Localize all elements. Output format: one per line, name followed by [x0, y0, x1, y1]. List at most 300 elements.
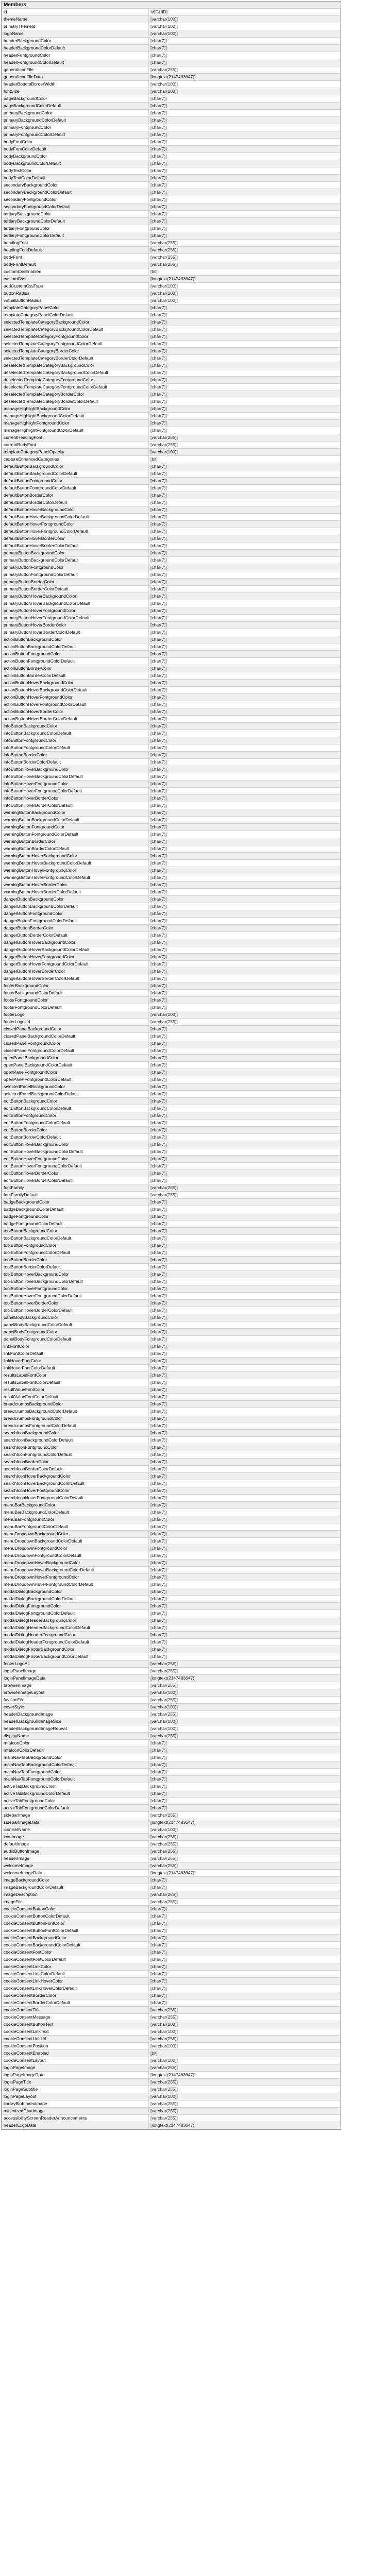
column-type: [char(7)]	[149, 499, 341, 506]
column-type: [bit]	[149, 2050, 341, 2057]
column-type: [char(7)]	[149, 1632, 341, 1639]
column-type: [varchar(255)]	[149, 2086, 341, 2093]
column-type: [char(7)]	[149, 658, 341, 665]
table-row	[2, 1184, 341, 1192]
table-row	[2, 304, 341, 312]
table-row	[2, 607, 341, 615]
column-type: [char(7)]	[149, 1596, 341, 1603]
column-name: warningButtonBorderColor	[2, 838, 149, 845]
column-name: dangerButtonBorderColor	[2, 925, 149, 932]
column-name: defaultButtonHoverFontgroundColor	[2, 521, 149, 528]
column-name: menuDropdownBackgroundColor	[2, 1531, 149, 1538]
column-name: dangerButtonBackgroundColor	[2, 896, 149, 903]
table-row	[2, 1040, 341, 1047]
table-row	[2, 918, 341, 925]
column-type: [char(7)]	[149, 1047, 341, 1055]
column-type: [varchar(255)]	[149, 2108, 341, 2115]
column-name: iconImage	[2, 1834, 149, 1841]
table-row	[2, 1646, 341, 1653]
table-row	[2, 377, 341, 384]
column-name: generalIconFile	[2, 66, 149, 74]
column-name: menuBarBackgroundColor	[2, 1502, 149, 1509]
column-name: toolButtonHoverBackgroundColor	[2, 1271, 149, 1278]
column-type: [char(7)]	[149, 153, 341, 160]
table-row	[2, 384, 341, 391]
table-row	[2, 1177, 341, 1184]
column-type: [char(7)]	[149, 629, 341, 636]
column-type: [char(7)]	[149, 708, 341, 716]
column-type: [char(7)]	[149, 1228, 341, 1235]
column-name: cookieConsentBackgroundColor	[2, 1935, 149, 1942]
table-row	[2, 485, 341, 492]
table-row	[2, 1502, 341, 1509]
column-type: [varchar(100)]	[149, 283, 341, 290]
table-row	[2, 1610, 341, 1617]
column-name: cookieConsentButtonFontColorDefault	[2, 1927, 149, 1935]
column-name: tertiaryFontgroundColorDefault	[2, 232, 149, 240]
column-name: tertiaryFontgroundColor	[2, 225, 149, 232]
column-name: searchIconBackgroundColor	[2, 1430, 149, 1437]
table-row	[2, 470, 341, 478]
column-name: linkFontColor	[2, 1343, 149, 1350]
table-row	[2, 463, 341, 470]
column-type: [varchar(100)]	[149, 2057, 341, 2064]
column-name: panelBodyFontgroundColor	[2, 1329, 149, 1336]
table-row	[2, 1567, 341, 1574]
table-row	[2, 2007, 341, 2014]
table-row	[2, 1314, 341, 1321]
column-name: accessibilityScreenReaderAnnouncements	[2, 2115, 149, 2122]
column-type: [char(7)]	[149, 1459, 341, 1466]
column-name: templateCategoryPanelOpacity	[2, 449, 149, 456]
column-name: primaryButtonHoverBorderColor	[2, 622, 149, 629]
column-type: [char(7)]	[149, 1466, 341, 1473]
table-row	[2, 1906, 341, 1913]
table-row	[2, 1415, 341, 1422]
column-type: [char(7)]	[149, 1213, 341, 1221]
column-name: bodyTextColorDefault	[2, 175, 149, 182]
column-type: [char(7)]	[149, 362, 341, 369]
table-row	[2, 1653, 341, 1660]
column-name: primaryFontgroundColor	[2, 124, 149, 131]
table-row	[2, 795, 341, 802]
column-type: [varchar(100)]	[149, 1689, 341, 1697]
column-name: bodyFontDefault	[2, 261, 149, 268]
column-name: mainNavTabBackgroundColorDefault	[2, 1761, 149, 1769]
column-name: editButtonHoverBorderColor	[2, 1170, 149, 1177]
table-row	[2, 2036, 341, 2043]
column-name: editButtonBorderColorDefault	[2, 1134, 149, 1141]
column-name: searchIconHoverBackgroundColor	[2, 1473, 149, 1480]
column-type: [varchar(100)]	[149, 2021, 341, 2028]
column-type: [varchar(255)]	[149, 2014, 341, 2021]
column-type: [char(7)]	[149, 1884, 341, 1891]
column-type: [char(7)]	[149, 1805, 341, 1812]
column-type: [char(7)]	[149, 131, 341, 139]
table-row	[2, 2064, 341, 2072]
column-name: deselectedTemplateCategoryBorderColorDefault	[2, 398, 149, 405]
column-name: bodyBackgroundColor	[2, 153, 149, 160]
column-name: resultValueFontColor	[2, 1386, 149, 1394]
column-name: modalDialogHeaderBackgroundColor	[2, 1617, 149, 1624]
table-row	[2, 95, 341, 103]
table-row	[2, 1862, 341, 1870]
table-row	[2, 1271, 341, 1278]
column-type: [char(7)]	[149, 45, 341, 52]
column-type: [char(7)]	[149, 398, 341, 405]
table-row	[2, 1935, 341, 1942]
column-type: [char(7)]	[149, 946, 341, 954]
table-row	[2, 672, 341, 680]
table-row	[2, 1545, 341, 1552]
table-row	[2, 139, 341, 146]
column-type: [char(7)]	[149, 1040, 341, 1047]
table-row	[2, 730, 341, 737]
table-row	[2, 1278, 341, 1285]
table-row	[2, 66, 341, 74]
column-type: [char(7)]	[149, 1278, 341, 1285]
column-type: [char(7)]	[149, 1761, 341, 1769]
column-type: [char(7)]	[149, 1206, 341, 1213]
column-name: infoButtonHoverFontgroundColor	[2, 781, 149, 788]
table-row	[2, 2050, 341, 2057]
table-row	[2, 160, 341, 167]
column-name: infoButtonHoverFontgroundColorDefault	[2, 788, 149, 795]
table-row	[2, 889, 341, 896]
column-type: [char(7)]	[149, 1199, 341, 1206]
column-type: [char(7)]	[149, 1776, 341, 1783]
column-type: [char(7)]	[149, 802, 341, 809]
column-name: actionButtonBackgroundColor	[2, 636, 149, 643]
column-name: loginPageSubtitle	[2, 2086, 149, 2093]
table-row	[2, 651, 341, 658]
table-row	[2, 2021, 341, 2028]
table-row	[2, 211, 341, 218]
column-type: [char(7)]	[149, 304, 341, 312]
table-row	[2, 2014, 341, 2021]
column-name: infoButtonFontgroundColor	[2, 737, 149, 744]
column-type: [char(7)]	[149, 521, 341, 528]
column-name: iconSetName	[2, 1826, 149, 1834]
column-type: [char(7)]	[149, 932, 341, 939]
column-name: primaryButtonHoverFontgroundColor	[2, 607, 149, 615]
column-name: editButtonHoverFontgroundColorDefault	[2, 1163, 149, 1170]
column-name: selectedTemplateCategoryFontgroundColor	[2, 333, 149, 341]
column-type: [bit]	[149, 268, 341, 276]
table-row	[2, 665, 341, 672]
column-name: infoButtonHoverBackgroundColor	[2, 766, 149, 773]
column-type: [char(7)]	[149, 543, 341, 550]
column-name: warningButtonHoverBorderColorDefault	[2, 889, 149, 896]
table-row	[2, 1697, 341, 1704]
column-name: searchIconFontgroundColorDefault	[2, 1451, 149, 1459]
table-row	[2, 1422, 341, 1430]
column-type: [char(7)]	[149, 752, 341, 759]
column-type: [char(7)]	[149, 874, 341, 882]
table-row	[2, 261, 341, 268]
column-name: dangerButtonHoverBorderColorDefault	[2, 975, 149, 982]
column-name: mainNavTabBackgroundColor	[2, 1754, 149, 1761]
table-row	[2, 932, 341, 939]
table-row	[2, 954, 341, 961]
column-type: [char(7)]	[149, 1055, 341, 1062]
table-row	[2, 1516, 341, 1523]
column-name: headerFontgroundColor	[2, 52, 149, 59]
table-row	[2, 1004, 341, 1011]
column-name: imageBackgroundColor	[2, 1877, 149, 1884]
column-type: [char(7)]	[149, 1949, 341, 1956]
column-type: [char(7)]	[149, 600, 341, 607]
column-name: menuBarBackgroundColorDefault	[2, 1509, 149, 1516]
column-type: [char(7)]	[149, 1177, 341, 1184]
column-type: [char(7)]	[149, 954, 341, 961]
column-name: defaultButtonHoverFontgroundColorDefault	[2, 528, 149, 535]
column-type: [char(7)]	[149, 38, 341, 45]
table-row	[2, 961, 341, 968]
column-type: [char(7)]	[149, 1588, 341, 1596]
column-type: [char(7)]	[149, 182, 341, 189]
table-row	[2, 1235, 341, 1242]
column-name: footerBackgroundColor	[2, 982, 149, 990]
column-type: [char(7)]	[149, 997, 341, 1004]
column-name: warningButtonBackgroundColor	[2, 809, 149, 817]
table-row	[2, 817, 341, 824]
column-name: warningButtonHoverBackgroundColor	[2, 853, 149, 860]
column-name: modalDialogFooterBackgroundColorDefault	[2, 1653, 149, 1660]
table-row	[2, 723, 341, 730]
column-type: [varchar(100)]	[149, 2043, 341, 2050]
table-row	[2, 1531, 341, 1538]
members-header: Members	[2, 2, 341, 8]
table-row	[2, 1047, 341, 1055]
column-name: toolButtonFontgroundColorDefault	[2, 1249, 149, 1257]
table-row	[2, 1560, 341, 1567]
table-row	[2, 716, 341, 723]
table-row	[2, 1733, 341, 1740]
column-name: menuDropdownHoverBackgroundColorDefault	[2, 1567, 149, 1574]
column-name: themeName	[2, 16, 149, 23]
column-type: [char(7)]	[149, 146, 341, 153]
column-name: menuDropdownBackgroundColorDefault	[2, 1538, 149, 1545]
column-name: mfaIconColorDefault	[2, 1747, 149, 1754]
column-type: [varchar(255)]	[149, 2100, 341, 2108]
table-row	[2, 1805, 341, 1812]
column-name: primaryThemeId	[2, 23, 149, 30]
table-row	[2, 1379, 341, 1386]
column-name: activeTabBackgroundColorDefault	[2, 1790, 149, 1798]
column-name: actionButtonFontgroundColor	[2, 651, 149, 658]
column-name: fontSize	[2, 88, 149, 95]
table-row	[2, 189, 341, 196]
column-type: [char(7)]	[149, 564, 341, 571]
column-type: [char(7)]	[149, 1076, 341, 1083]
column-type: [char(7)]	[149, 701, 341, 708]
column-name: linkHoverFontColor	[2, 1358, 149, 1365]
column-type: [char(7)]	[149, 1610, 341, 1617]
table-row	[2, 781, 341, 788]
table-row	[2, 218, 341, 225]
table-row	[2, 1033, 341, 1040]
column-name: selectedTemplateCategoryBorderColorDefault	[2, 355, 149, 362]
column-name: actionButtonBackgroundColorDefault	[2, 643, 149, 651]
column-name: logoName	[2, 30, 149, 38]
column-type: [char(7)]	[149, 781, 341, 788]
column-type: [char(7)]	[149, 355, 341, 362]
table-row	[2, 1257, 341, 1264]
table-row	[2, 990, 341, 997]
column-name: modalDialogBackgroundColorDefault	[2, 1596, 149, 1603]
column-name: generalIconFileData	[2, 74, 149, 81]
column-name: badgeBackgroundColorDefault	[2, 1206, 149, 1213]
column-type: [char(7)]	[149, 651, 341, 658]
table-row	[2, 1285, 341, 1293]
column-type: [char(7)]	[149, 420, 341, 427]
table-row	[2, 1069, 341, 1076]
column-type: [char(7)]	[149, 665, 341, 672]
column-name: secondaryFontgroundColor	[2, 196, 149, 204]
column-type: [char(7)]	[149, 95, 341, 103]
column-type: [char(7)]	[149, 766, 341, 773]
column-type: [varchar(255)]	[149, 1841, 341, 1848]
column-name: loginPageImageData	[2, 2072, 149, 2079]
column-name: actionButtonHoverBackgroundColorDefault	[2, 687, 149, 694]
column-type: [char(7)]	[149, 809, 341, 817]
table-row	[2, 882, 341, 889]
table-row	[2, 1581, 341, 1588]
column-type: [char(7)]	[149, 369, 341, 377]
column-type: [char(7)]	[149, 1221, 341, 1228]
column-name: menuDropdownHoverBackgroundColor	[2, 1560, 149, 1567]
table-row	[2, 38, 341, 45]
column-name: dangerButtonHoverBackgroundColor	[2, 939, 149, 946]
column-type: [char(7)]	[149, 1790, 341, 1798]
table-row	[2, 1307, 341, 1314]
table-row	[2, 845, 341, 853]
table-row	[2, 853, 341, 860]
table-row	[2, 204, 341, 211]
column-name: fontFamily	[2, 1184, 149, 1192]
column-name: infoButtonHoverBorderColorDefault	[2, 802, 149, 809]
column-type: [char(7)]	[149, 1516, 341, 1523]
column-name: infoButtonHoverBorderColor	[2, 795, 149, 802]
column-type: [char(7)]	[149, 1451, 341, 1459]
column-name: cookieConsentLinkColor	[2, 1963, 149, 1971]
column-name: welcomeImageData	[2, 1870, 149, 1877]
column-type: [char(7)]	[149, 1581, 341, 1588]
table-row	[2, 831, 341, 838]
table-row	[2, 420, 341, 427]
table-row	[2, 1971, 341, 1978]
column-name: toolButtonHoverFontgroundColorDefault	[2, 1293, 149, 1300]
table-row	[2, 1884, 341, 1891]
column-type: [char(7)]	[149, 643, 341, 651]
table-row	[2, 1062, 341, 1069]
table-row	[2, 694, 341, 701]
table-row	[2, 1206, 341, 1213]
table-row	[2, 1199, 341, 1206]
column-type: [char(7)]	[149, 384, 341, 391]
column-type: [varchar(100)]	[149, 1704, 341, 1711]
column-name: imageBackgroundColorDefault	[2, 1884, 149, 1891]
column-type: [char(7)]	[149, 1141, 341, 1148]
column-name: audioButtonImage	[2, 1848, 149, 1855]
column-type: [char(7)]	[149, 694, 341, 701]
column-type: [char(7)]	[149, 333, 341, 341]
table-row	[2, 521, 341, 528]
column-name: menuDropdownHoverFontgroundColorDefault	[2, 1581, 149, 1588]
column-type: [char(7)]	[149, 1105, 341, 1112]
column-name: tertiaryBackgroundColor	[2, 211, 149, 218]
column-name: dangerButtonBorderColorDefault	[2, 932, 149, 939]
column-type: [char(7)]	[149, 1798, 341, 1805]
table-row	[2, 1127, 341, 1134]
column-type: [char(7)]	[149, 1992, 341, 1999]
column-name: toolButtonFontgroundColor	[2, 1242, 149, 1249]
column-name: customCssEnabled	[2, 268, 149, 276]
table-row	[2, 1459, 341, 1466]
table-row	[2, 1920, 341, 1927]
table-row	[2, 982, 341, 990]
column-name: closedPanelBackgroundColor	[2, 1026, 149, 1033]
column-name: manageHighlightBackgroundColorDefault	[2, 413, 149, 420]
members-panel	[1, 1, 341, 2130]
column-name: defaultButtonHoverBorderColor	[2, 535, 149, 543]
column-type: [char(7)]	[149, 391, 341, 398]
column-name: primaryButtonHoverBackgroundColor	[2, 593, 149, 600]
table-row	[2, 752, 341, 759]
column-type: [char(7)]	[149, 1538, 341, 1545]
table-row	[2, 1538, 341, 1545]
table-row	[2, 283, 341, 290]
table-row	[2, 182, 341, 189]
column-type: [char(7)]	[149, 882, 341, 889]
column-name: bodyFontColor	[2, 139, 149, 146]
table-row	[2, 1761, 341, 1769]
column-name: cookieConsentButtonColorDefault	[2, 1913, 149, 1920]
column-name: secondaryFontgroundColorDefault	[2, 204, 149, 211]
column-type: [char(7)]	[149, 716, 341, 723]
column-name: cookieConsentPosition	[2, 2043, 149, 2050]
table-row	[2, 2072, 341, 2079]
table-row	[2, 146, 341, 153]
column-name: modalDialogBackgroundColor	[2, 1588, 149, 1596]
column-name: browserImageLayout	[2, 1689, 149, 1697]
column-name: footerFontgroundColorDefault	[2, 1004, 149, 1011]
column-name: badgeFontgroundColorDefault	[2, 1221, 149, 1228]
column-name: menuBarFontgroundColor	[2, 1516, 149, 1523]
table-row	[2, 1552, 341, 1560]
column-type: [char(7)]	[149, 1567, 341, 1574]
column-type: [char(7)]	[149, 939, 341, 946]
table-row	[2, 643, 341, 651]
table-row	[2, 788, 341, 795]
column-name: infoButtonBorderColor	[2, 752, 149, 759]
column-type: [char(7)]	[149, 1163, 341, 1170]
table-row	[2, 824, 341, 831]
column-type: [varchar(255)]	[149, 442, 341, 449]
column-name: editButtonBorderColor	[2, 1127, 149, 1134]
column-name: loginPageImage	[2, 2064, 149, 2072]
column-name: headerBackgroundImageRepeat	[2, 1725, 149, 1733]
column-type: [char(7)]	[149, 1350, 341, 1358]
column-name: selectedPanelBackgroundColorDefault	[2, 1091, 149, 1098]
column-name: primaryButtonBackgroundColorDefault	[2, 557, 149, 564]
column-name: defaultButtonBorderColor	[2, 492, 149, 499]
table-row	[2, 1660, 341, 1668]
column-name: primaryBackgroundColorDefault	[2, 117, 149, 124]
column-name: minimizedChatImage	[2, 2108, 149, 2115]
table-row	[2, 708, 341, 716]
